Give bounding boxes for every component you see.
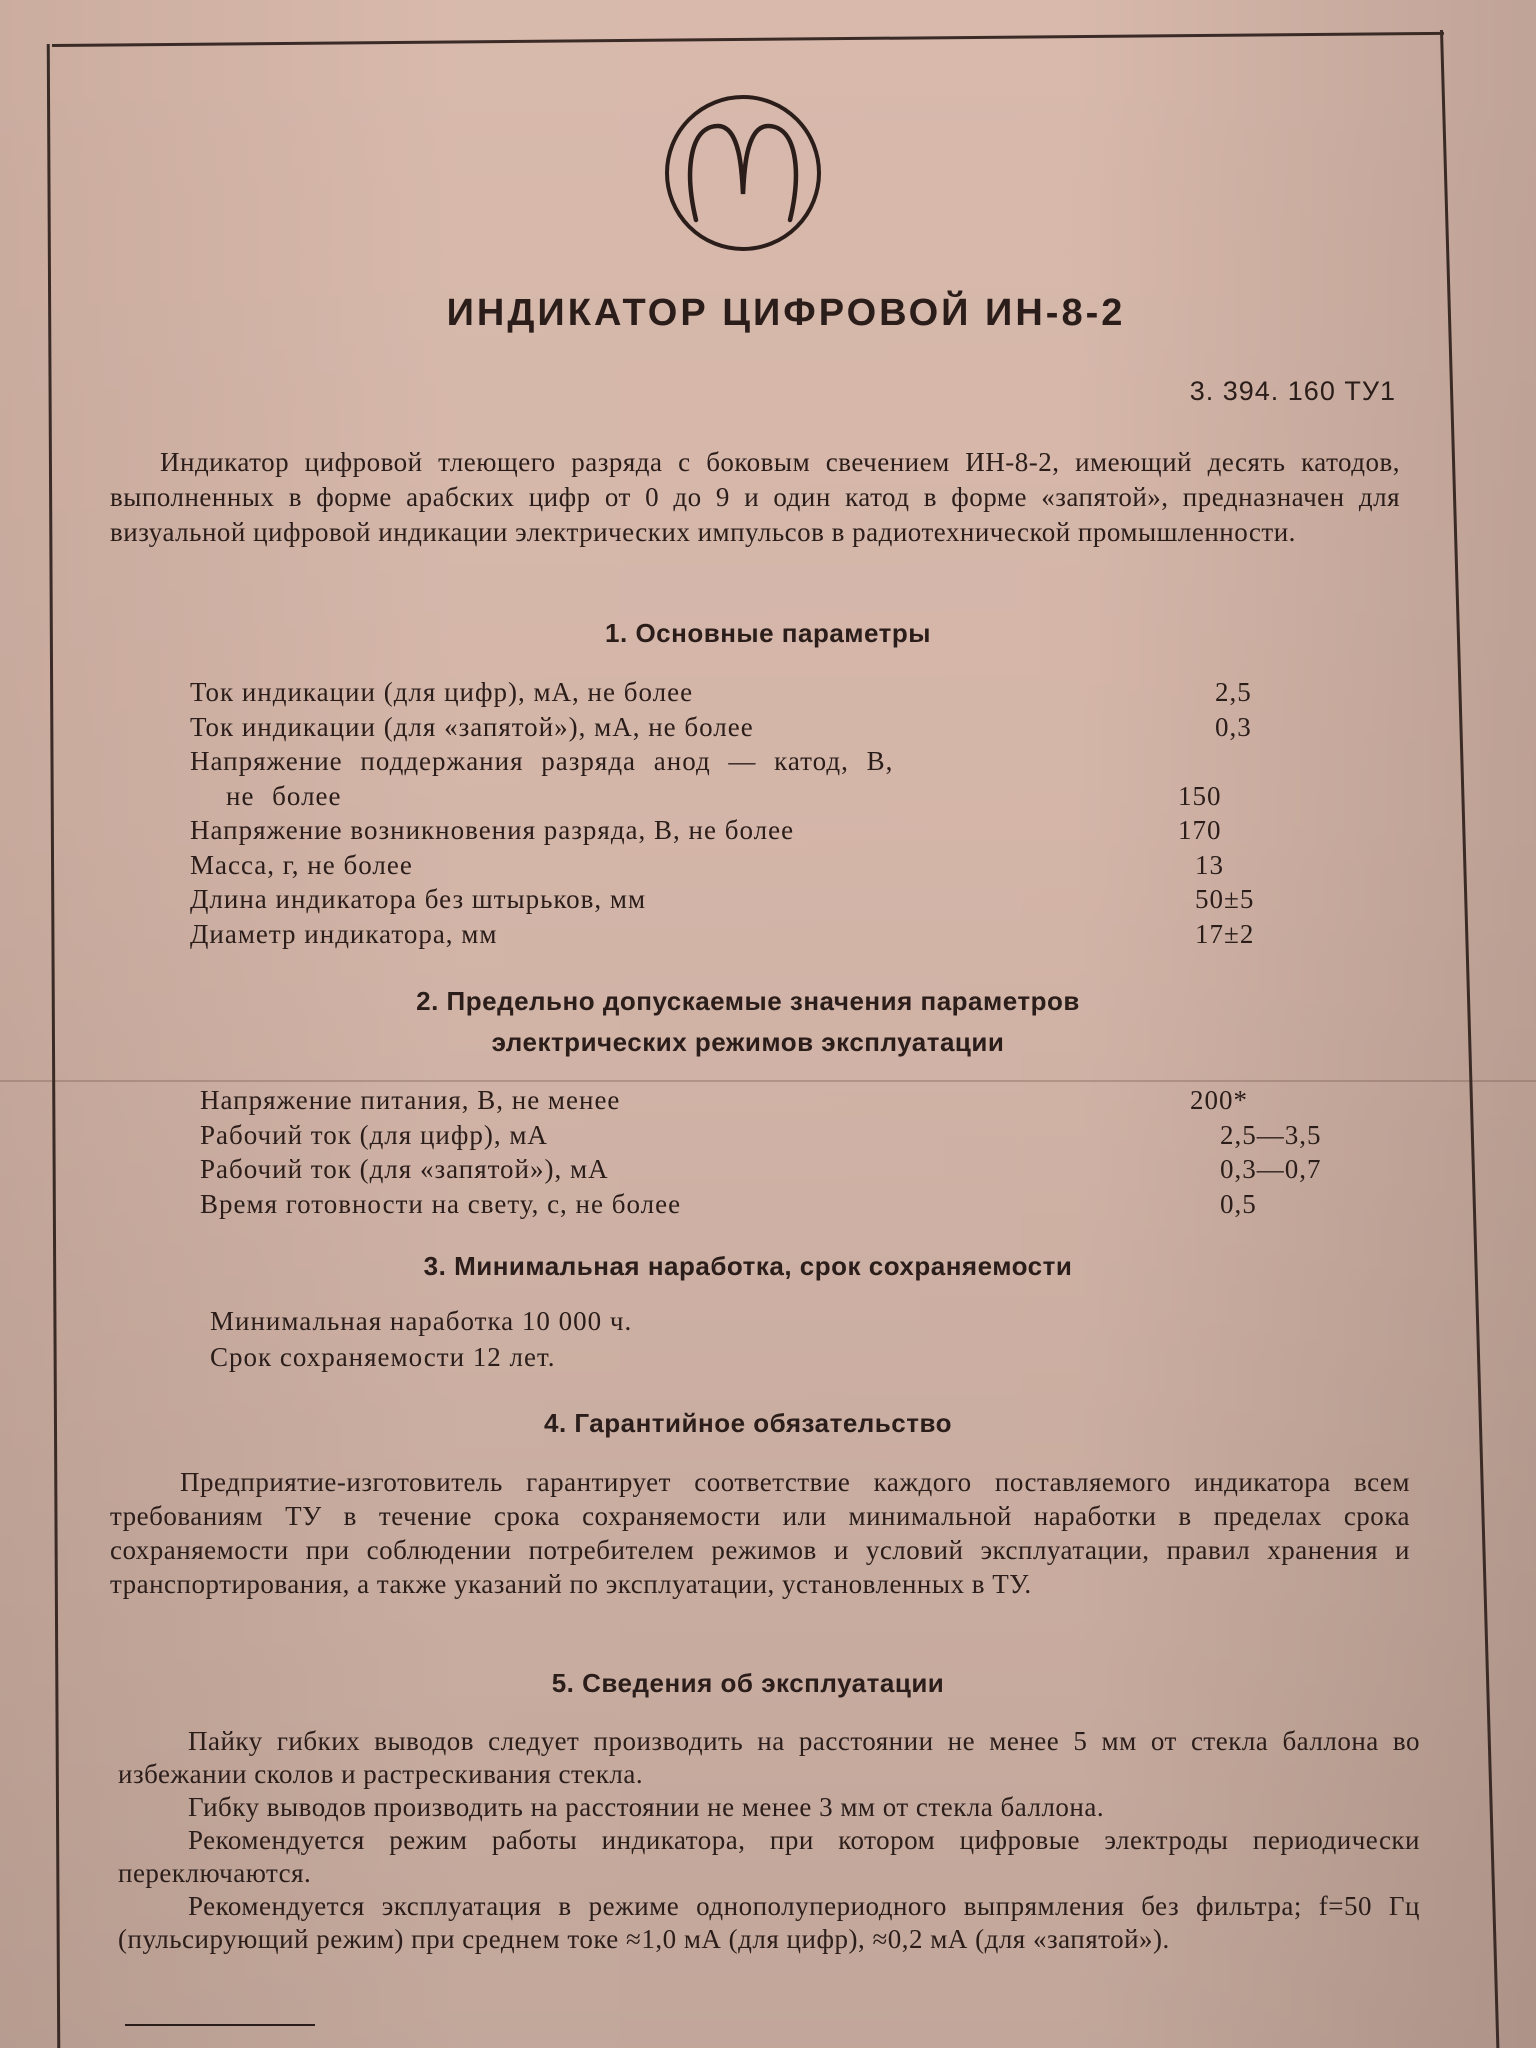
spec-code: 3. 394. 160 ТУ1 (1189, 376, 1396, 406)
section-1-params (190, 675, 1390, 951)
section-4-heading: 4. Гарантийное обязательство (544, 1408, 952, 1438)
param-name: Длина индикатора без штырьков, мм (190, 884, 647, 914)
param-row (200, 1083, 1400, 1118)
param-row (190, 675, 1390, 710)
param-value: 150 (1178, 780, 1222, 811)
param-value: 50±5 (1195, 884, 1255, 914)
param-row (190, 882, 1390, 917)
param-row (190, 710, 1390, 745)
param-value: 0,5 (1220, 1188, 1257, 1219)
param-name: Масса, г, не более (190, 849, 413, 880)
section-3-heading: 3. Минимальная наработка, срок сохраняемости (423, 1251, 1073, 1281)
frame-border-top (52, 32, 1444, 47)
section-2-heading-line-1: 2. Предельно допускаемые значения параметров (416, 986, 1080, 1016)
min-operating-time: Минимальная наработка 10 000 ч. (210, 1306, 633, 1336)
param-name: Ток индикации (для «запятой»), мА, не более (190, 711, 754, 742)
intro-paragraph: Индикатор цифровой тлеющего разряда с боковым свечением ИН-8-2, имеющий десять катодов, выполненных в форме арабских цифр от 0 до 9 и один катод в форме «запятой», предназначен для визуальной цифровой индикации электрических импульсов в радиотехнической промышленности. (110, 447, 1400, 547)
param-row (190, 848, 1390, 883)
param-value: 17±2 (1195, 918, 1255, 949)
param-name: Ток индикации (для цифр), мА, не более (190, 677, 694, 707)
usage-paragraph-2: Гибку выводов производить на расстоянии не менее 3 мм от стекла баллона. (188, 1792, 1105, 1822)
storage-life: Срок сохраняемости 12 лет. (210, 1342, 556, 1372)
usage-paragraph-4: Рекомендуется эксплуатация в режиме однополупериодного выпрямления без фильтра; f=50 Гц (пульсирующий режим) при среднем токе ≈1,0 мА (для цифр), ≈0,2 мА (для «запятой»). (118, 1891, 1420, 1954)
param-name: Напряжение питания, В, не менее (200, 1085, 621, 1115)
param-row (190, 744, 1390, 779)
param-value: 2,5—3,5 (1220, 1119, 1322, 1150)
param-row (190, 917, 1390, 952)
section-2-params (200, 1083, 1400, 1221)
param-value: 2,5 (1215, 677, 1252, 707)
param-value: 0,3 (1215, 711, 1252, 742)
document-title: ИНДИКАТОР ЦИФРОВОЙ ИН-8-2 (446, 292, 1126, 334)
param-value: 13 (1195, 849, 1224, 880)
footnote-rule (125, 2024, 315, 2026)
section-5-heading: 5. Сведения об эксплуатации (551, 1668, 945, 1698)
usage-paragraph-3: Рекомендуется режим работы индикатора, при котором цифровые электроды периодически переключаются. (118, 1825, 1420, 1888)
param-row (200, 1152, 1400, 1187)
section-2-heading-line-2: электрических режимов эксплуатации (491, 1027, 1005, 1057)
param-value: 0,3—0,7 (1220, 1154, 1322, 1184)
param-row (190, 813, 1390, 848)
section-1-heading: 1. Основные параметры (605, 618, 931, 648)
param-name-continued: не более (226, 780, 342, 811)
param-row (200, 1187, 1400, 1222)
param-name: Время готовности на свету, с, не более (200, 1188, 682, 1219)
usage-paragraph-1: Пайку гибких выводов следует производить на расстоянии не менее 5 мм от стекла баллона во избежании сколов и растрескивания стекла. (118, 1726, 1420, 1789)
param-name: Напряжение возникновения разряда, В, не более (190, 815, 795, 845)
paper-fold (0, 1080, 1536, 1082)
param-value: 200* (1190, 1085, 1248, 1115)
param-row (190, 779, 1390, 814)
param-name: Рабочий ток (для цифр), мА (200, 1119, 548, 1150)
manufacturer-logo-icon (662, 92, 824, 254)
guarantee-paragraph: Предприятие-изготовитель гарантирует соответствие каждого поставляемого индикатора всем требованиям ТУ в течение срока сохраняемости или минимальной наработки в пределах срока сохраняемости при соблюдении потребителем режимов и условий эксплуатации, правил хранения и транспортирования, а также указаний по эксплуатации, установленных в ТУ. (110, 1467, 1410, 1599)
param-name: Напряжение поддержания разряда анод — катод, В, (190, 746, 894, 776)
param-name: Рабочий ток (для «запятой»), мА (200, 1154, 609, 1184)
param-row (200, 1118, 1400, 1153)
param-value: 170 (1178, 815, 1222, 845)
usage-notes (118, 1725, 1420, 1956)
param-name: Диаметр индикатора, мм (190, 918, 498, 949)
